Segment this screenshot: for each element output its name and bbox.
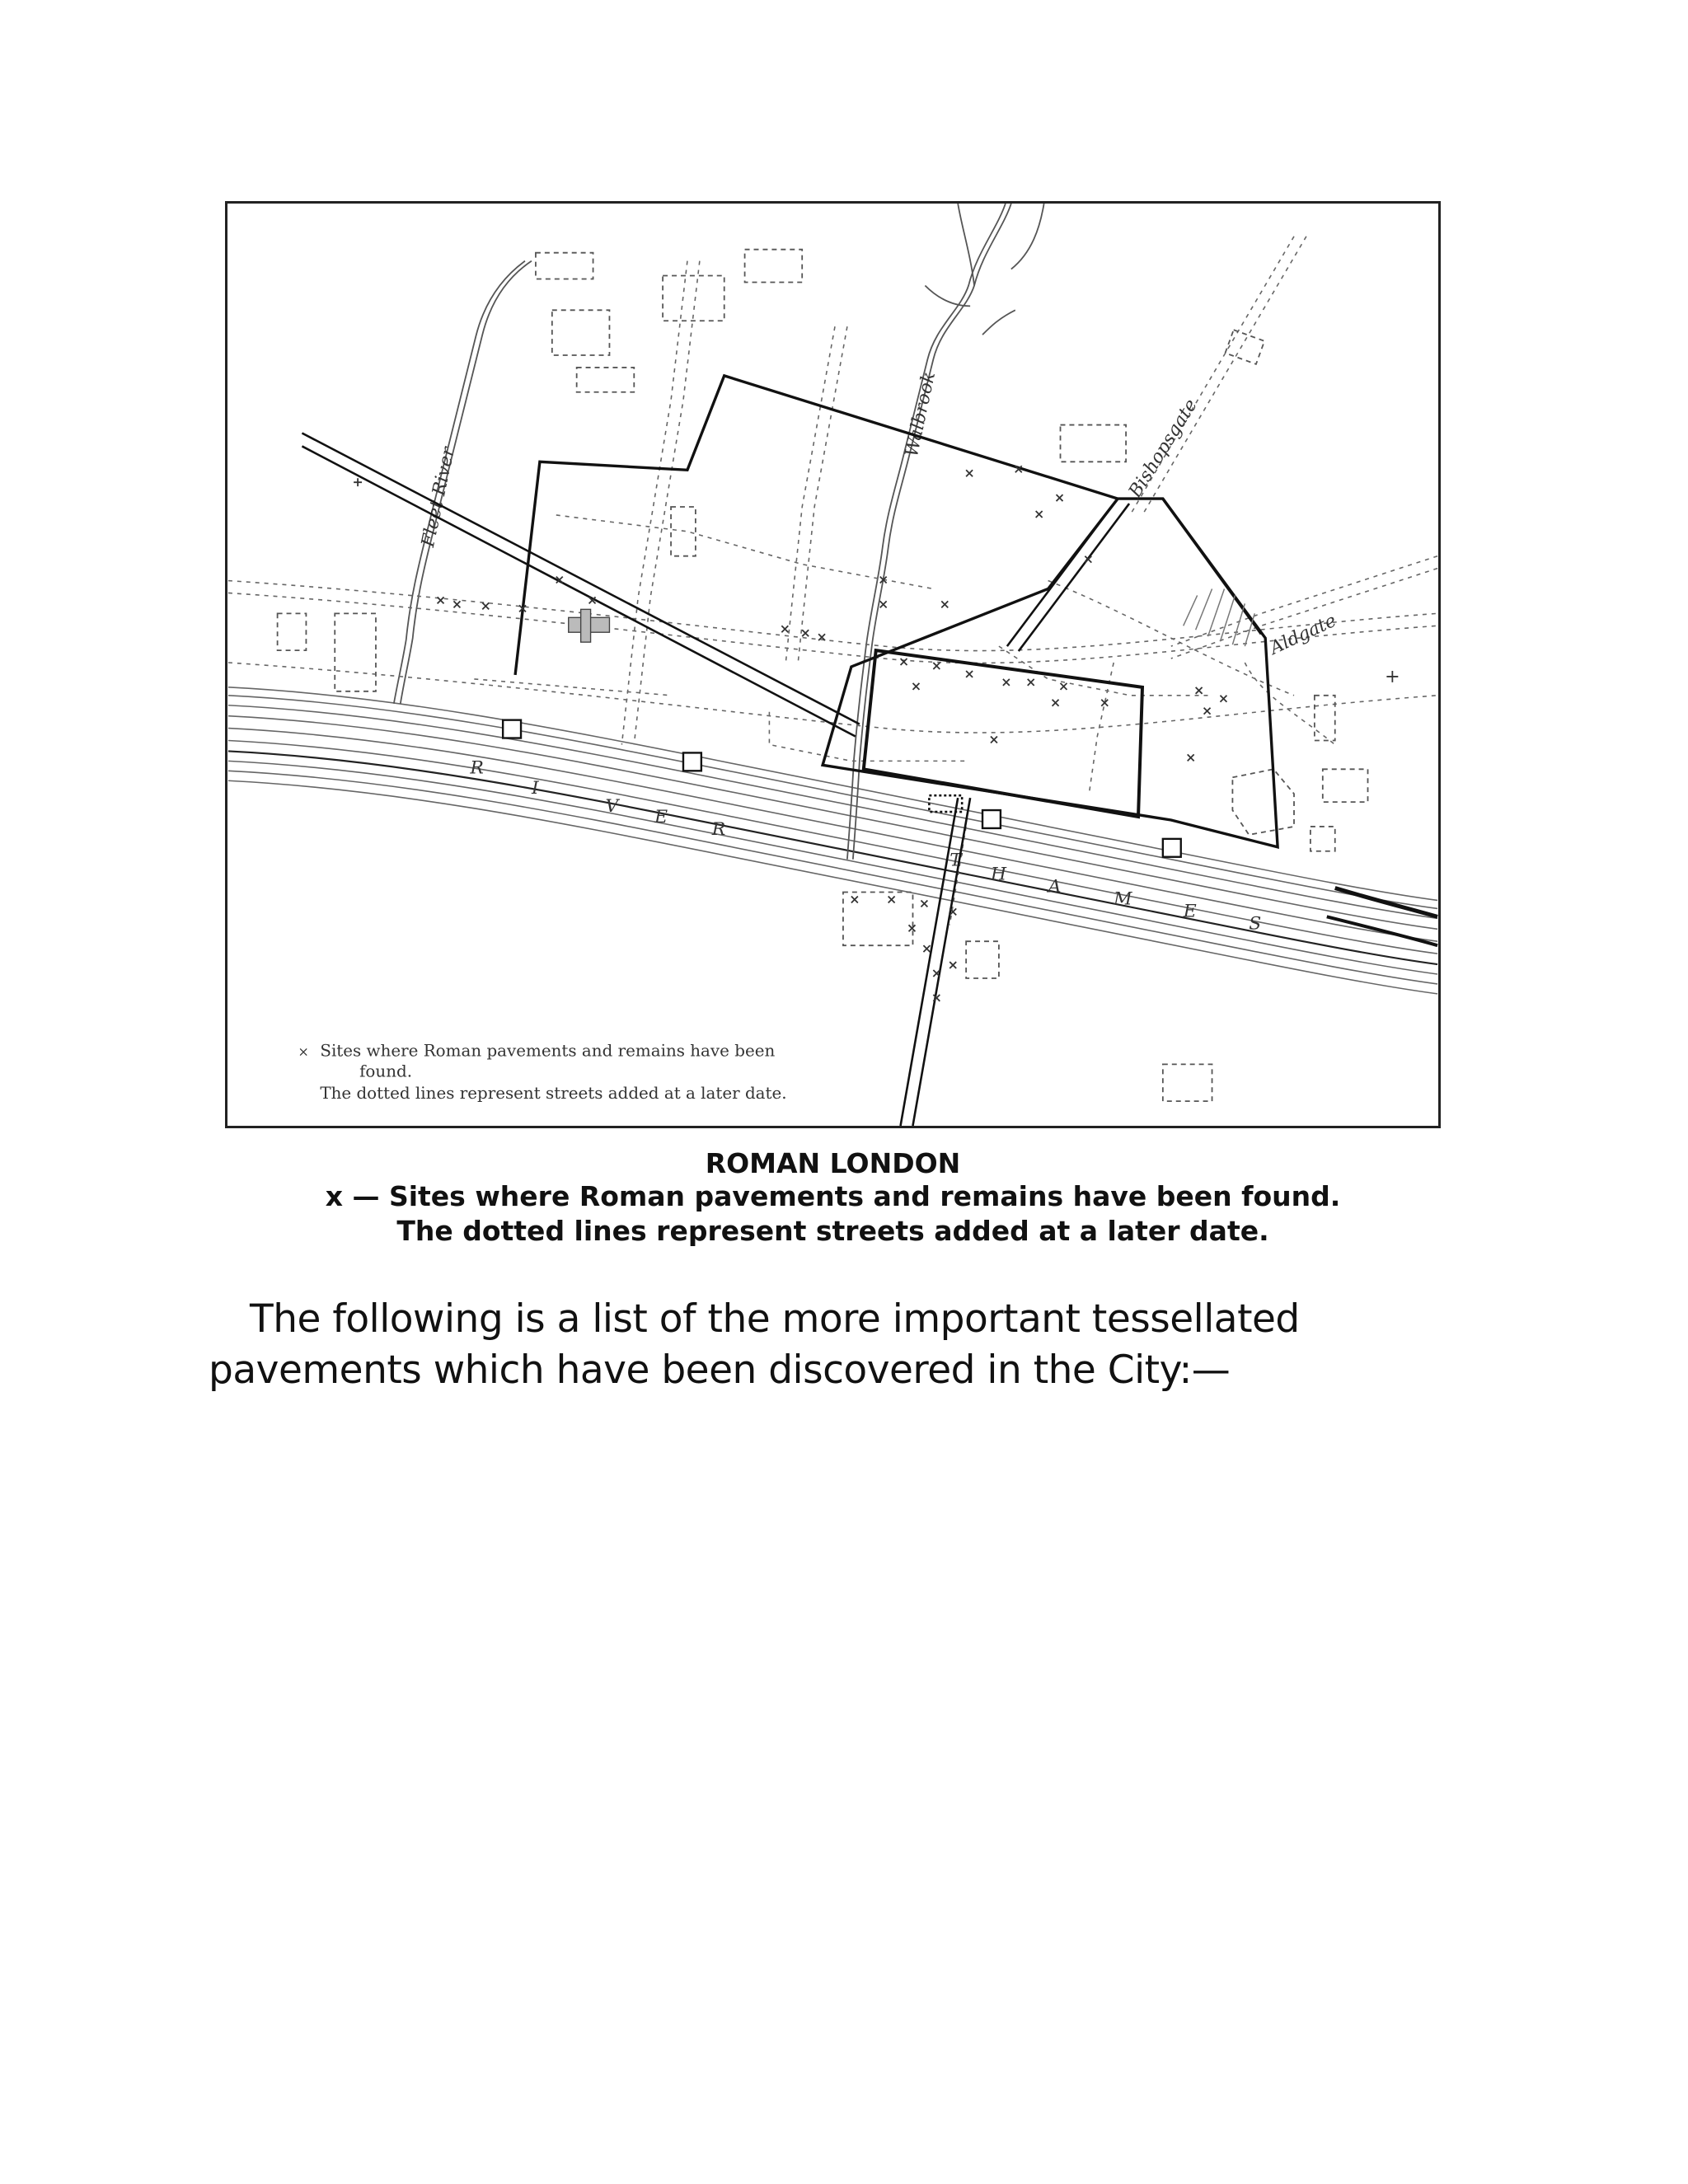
church-feature [569,609,610,642]
bishopsgate-label: Bishopsgate [1124,396,1202,502]
thames-letter: E [1183,901,1197,922]
building-outlines [278,250,1368,1104]
central-enclosure [864,650,1142,817]
fleet-label: Fleet River [418,445,460,550]
body-paragraph-text: The following is a list of the more important tessellated pavements which have been discovered in the City:— [209,1296,1300,1393]
legend-line-2: found. [359,1062,413,1081]
figure-caption-line-1: x — Sites where Roman pavements and remains have been found. [325,1180,1341,1212]
thames-letter: T [950,850,962,871]
thames-letter: A [1048,876,1062,898]
jetties [503,720,1181,857]
river-letter: R [711,818,726,840]
map-legend [298,1041,786,1103]
later-streets [228,237,1437,926]
legend-line-3: The dotted lines represent streets added at a later date. [320,1084,787,1104]
hatched-area [1184,588,1255,646]
map-illustration [227,204,1438,1126]
legend-line-1: Sites where Roman pavements and remains have been [320,1041,776,1061]
street-labels [1124,396,1339,659]
river-letter: R [470,757,484,779]
river-letter: V [605,796,619,818]
roman-london-map [225,201,1441,1128]
stream-labels [418,370,940,550]
body-paragraph [209,1294,1478,1396]
figure-caption-line-2: The dotted lines represent streets added at a later date. [396,1215,1269,1247]
thames-letter: S [1249,913,1262,935]
thames-letter: M [1114,888,1132,910]
thames-letter: H [990,864,1007,885]
walbrook-label: Walbrook [901,369,940,459]
aldgate-label: Aldgate [1267,610,1340,659]
river-letter: E [654,806,668,827]
figure-caption-title: ROMAN LONDON [705,1147,961,1179]
legend-mark: × [298,1043,309,1060]
river-letter: I [531,778,539,799]
